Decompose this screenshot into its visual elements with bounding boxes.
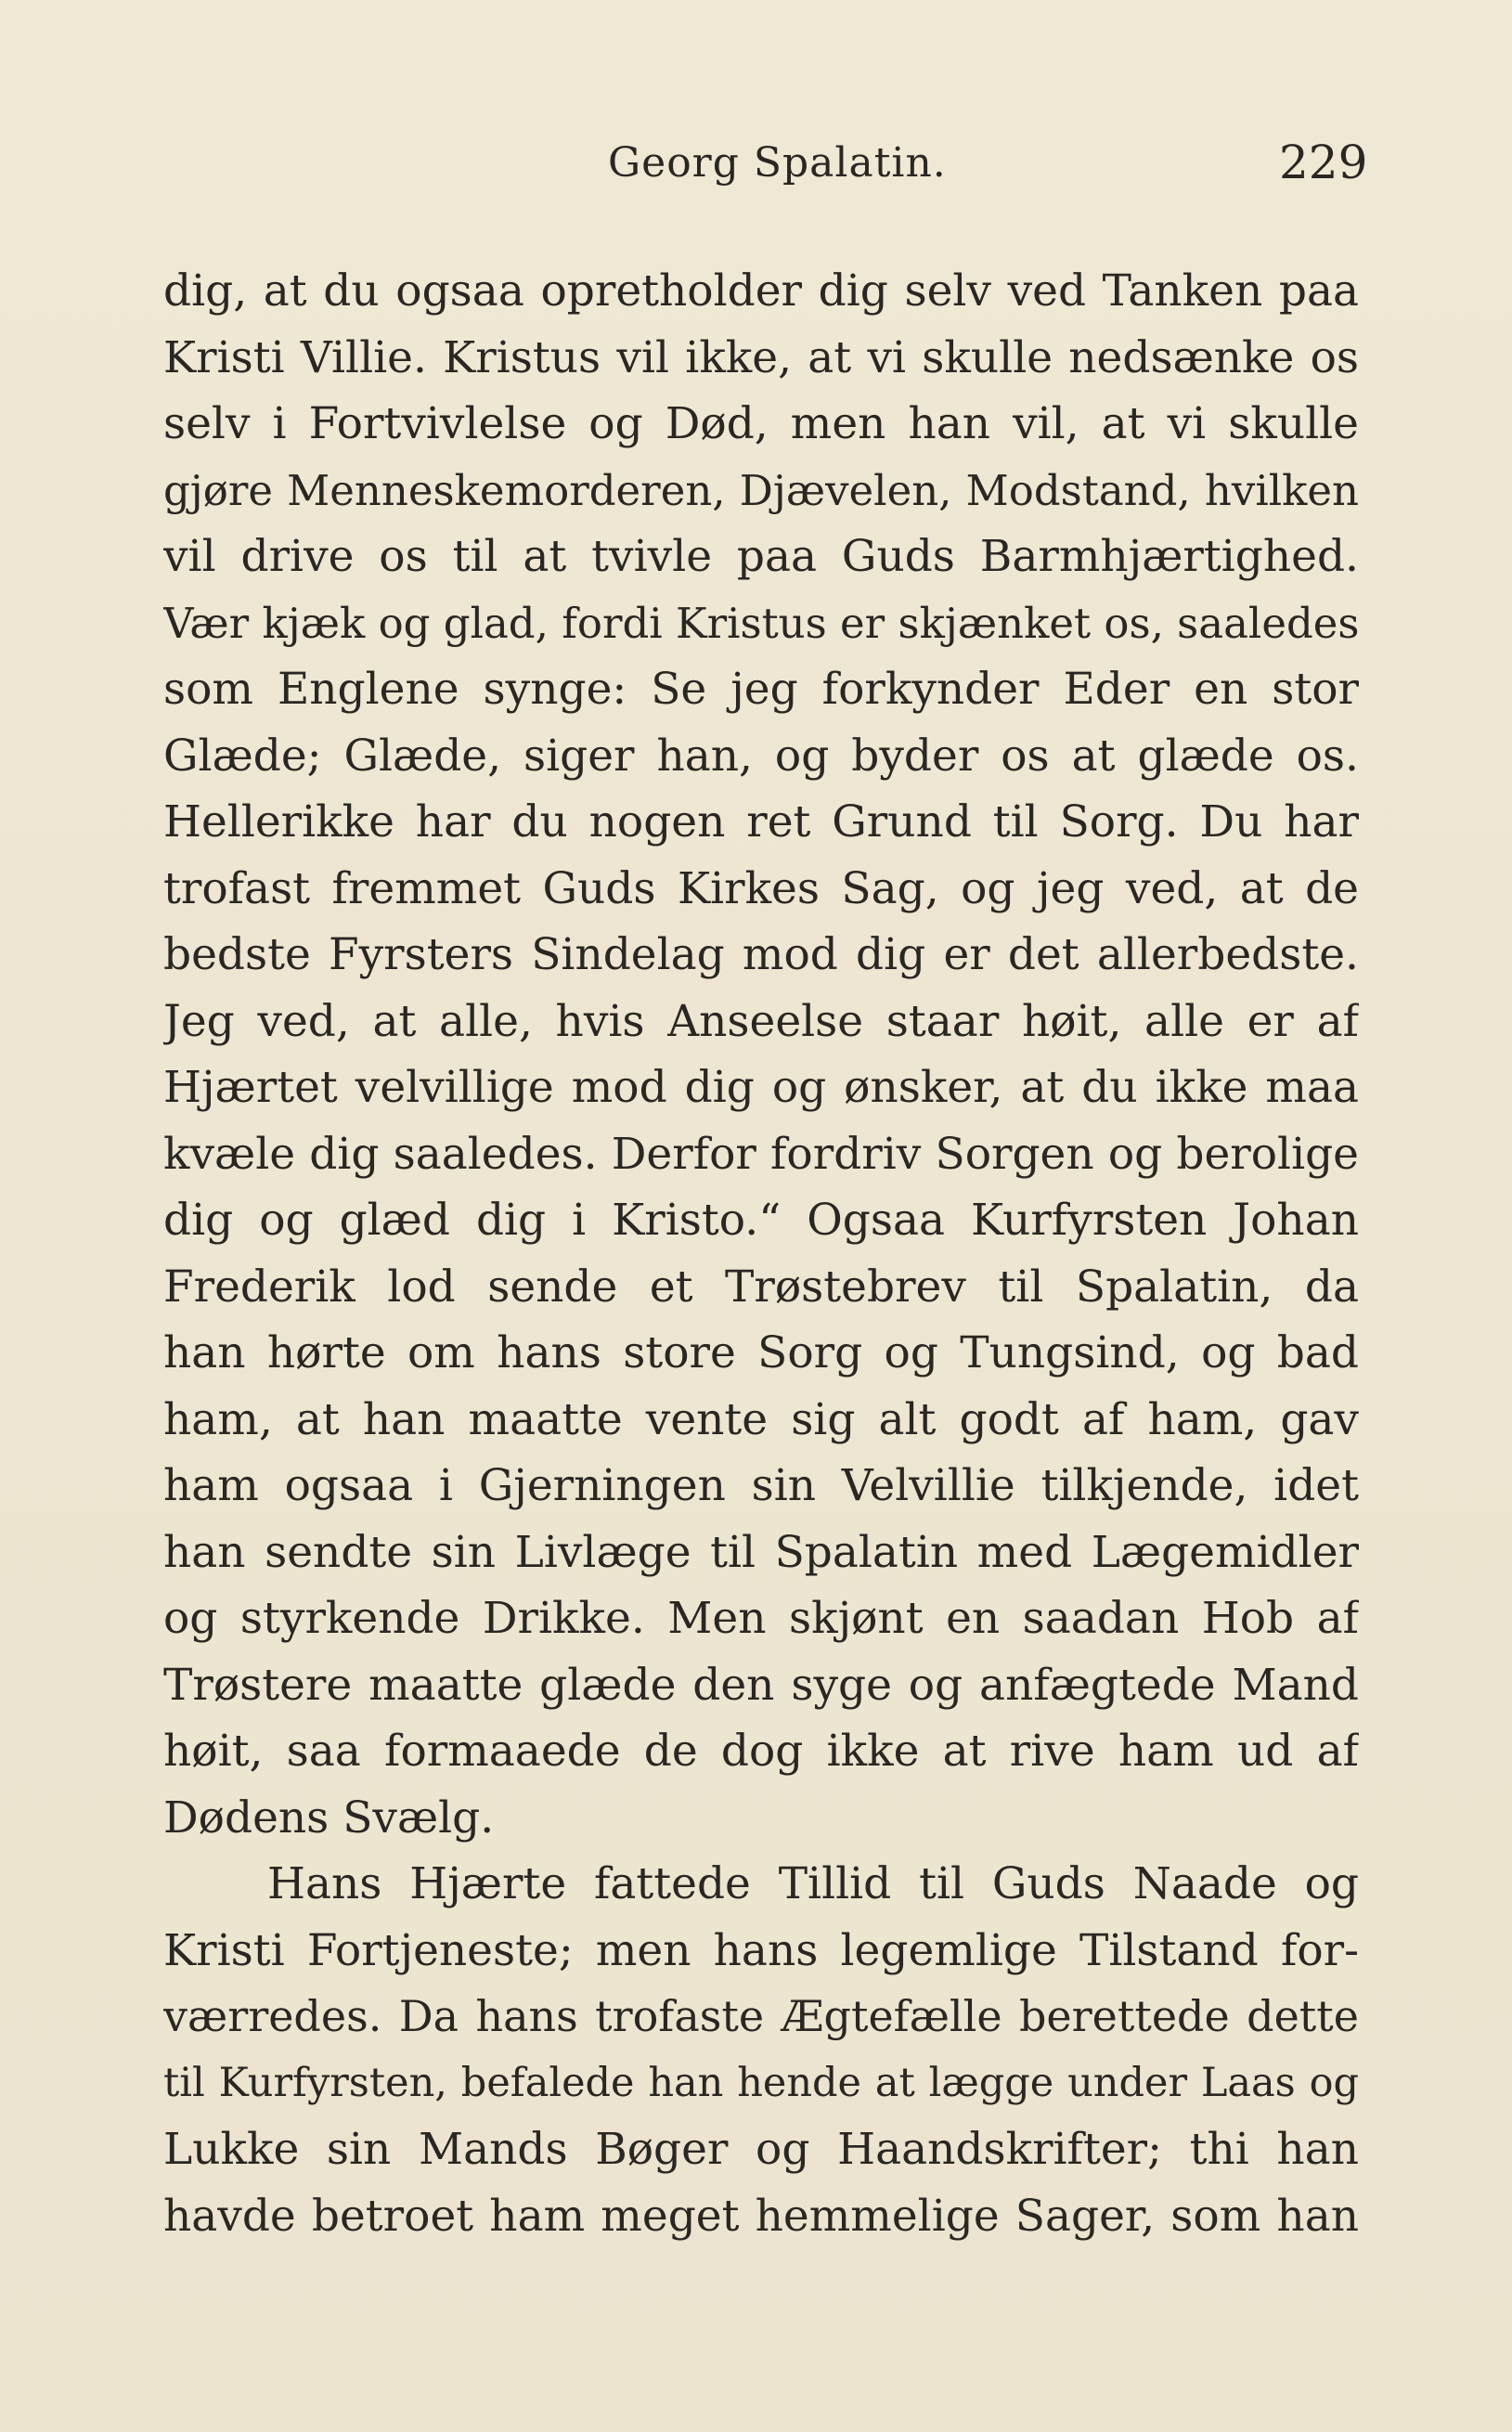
- text-line: ham ogsaa i Gjerningen sin Velvillie tilkjende, idet: [163, 1460, 1359, 1511]
- text-line: han hørte om hans store Sorg og Tungsind, og bad: [163, 1327, 1359, 1378]
- text-line: Kristi Villie. Kristus vil ikke, at vi skulle nedsænke os: [163, 331, 1359, 383]
- text-line: gjøre Menneskemorderen, Djævelen, Modstand, hvilken: [163, 465, 1359, 515]
- text-line: som Englene synge: Se jeg forkynder Eder en stor: [163, 664, 1359, 715]
- text-line: Hellerikke har du nogen ret Grund til Sorg. Du har: [163, 796, 1359, 847]
- page-number: 229: [1279, 136, 1368, 189]
- text-line: havde betroet ham meget hemmelige Sager, som han: [163, 2190, 1359, 2242]
- text-line: ham, at han maatte vente sig alt godt af ham, gav: [163, 1393, 1359, 1445]
- text-line: Hans Hjærte fattede Tillid til Guds Naade og: [267, 1858, 1359, 1909]
- text-line: værredes. Da hans trofaste Ægtefælle berettede dette: [163, 1991, 1359, 2041]
- text-line: Dødens Svælg.: [163, 1792, 495, 1843]
- text-line: Kristi Fortjeneste; men hans legemlige Tilstand for-: [163, 1924, 1359, 1976]
- body-text: [163, 258, 1359, 2249]
- text-line: vil drive os til at tvivle paa Guds Barmhjærtighed.: [163, 531, 1359, 582]
- text-line: trofast fremmet Guds Kirkes Sag, og jeg ved, at de: [163, 862, 1359, 914]
- text-line: han sendte sin Livlæge til Spalatin med Lægemidler: [163, 1526, 1359, 1578]
- text-line: Frederik lod sende et Trøstebrev til Spalatin, da: [163, 1261, 1359, 1313]
- text-line: Jeg ved, at alle, hvis Anseelse staar høit, alle er af: [163, 995, 1359, 1047]
- text-line: selv i Fortvivlelse og Død, men han vil, at vi skulle: [163, 398, 1359, 449]
- text-line: Hjærtet velvillige mod dig og ønsker, at du ikke maa: [163, 1062, 1359, 1113]
- text-line: bedste Fyrsters Sindelag mod dig er det allerbedste.: [163, 929, 1359, 980]
- text-line: dig, at du ogsaa opretholder dig selv ved Tanken paa: [163, 265, 1359, 317]
- text-line: Lukke sin Mands Bøger og Haandskrifter; thi han: [163, 2124, 1359, 2175]
- running-title: Georg Spalatin.: [608, 139, 947, 187]
- text-line: til Kurfyrsten, befalede han hende at lægge under Laas og: [163, 2059, 1359, 2106]
- text-line: Glæde; Glæde, siger han, og byder os at glæde os.: [163, 730, 1359, 782]
- text-line: høit, saa formaaede de dog ikke at rive ham ud af: [163, 1726, 1359, 1777]
- text-line: dig og glæd dig i Kristo.“ Ogsaa Kurfyrsten Johan: [163, 1195, 1359, 1246]
- text-line: Vær kjæk og glad, fordi Kristus er skjænket os, saaledes: [163, 598, 1359, 648]
- text-line: og styrkende Drikke. Men skjønt en saadan Hob af: [163, 1593, 1359, 1644]
- text-line: kvæle dig saaledes. Derfor fordriv Sorgen og berolige: [163, 1128, 1359, 1180]
- text-line: Trøstere maatte glæde den syge og anfægtede Mand: [163, 1659, 1359, 1711]
